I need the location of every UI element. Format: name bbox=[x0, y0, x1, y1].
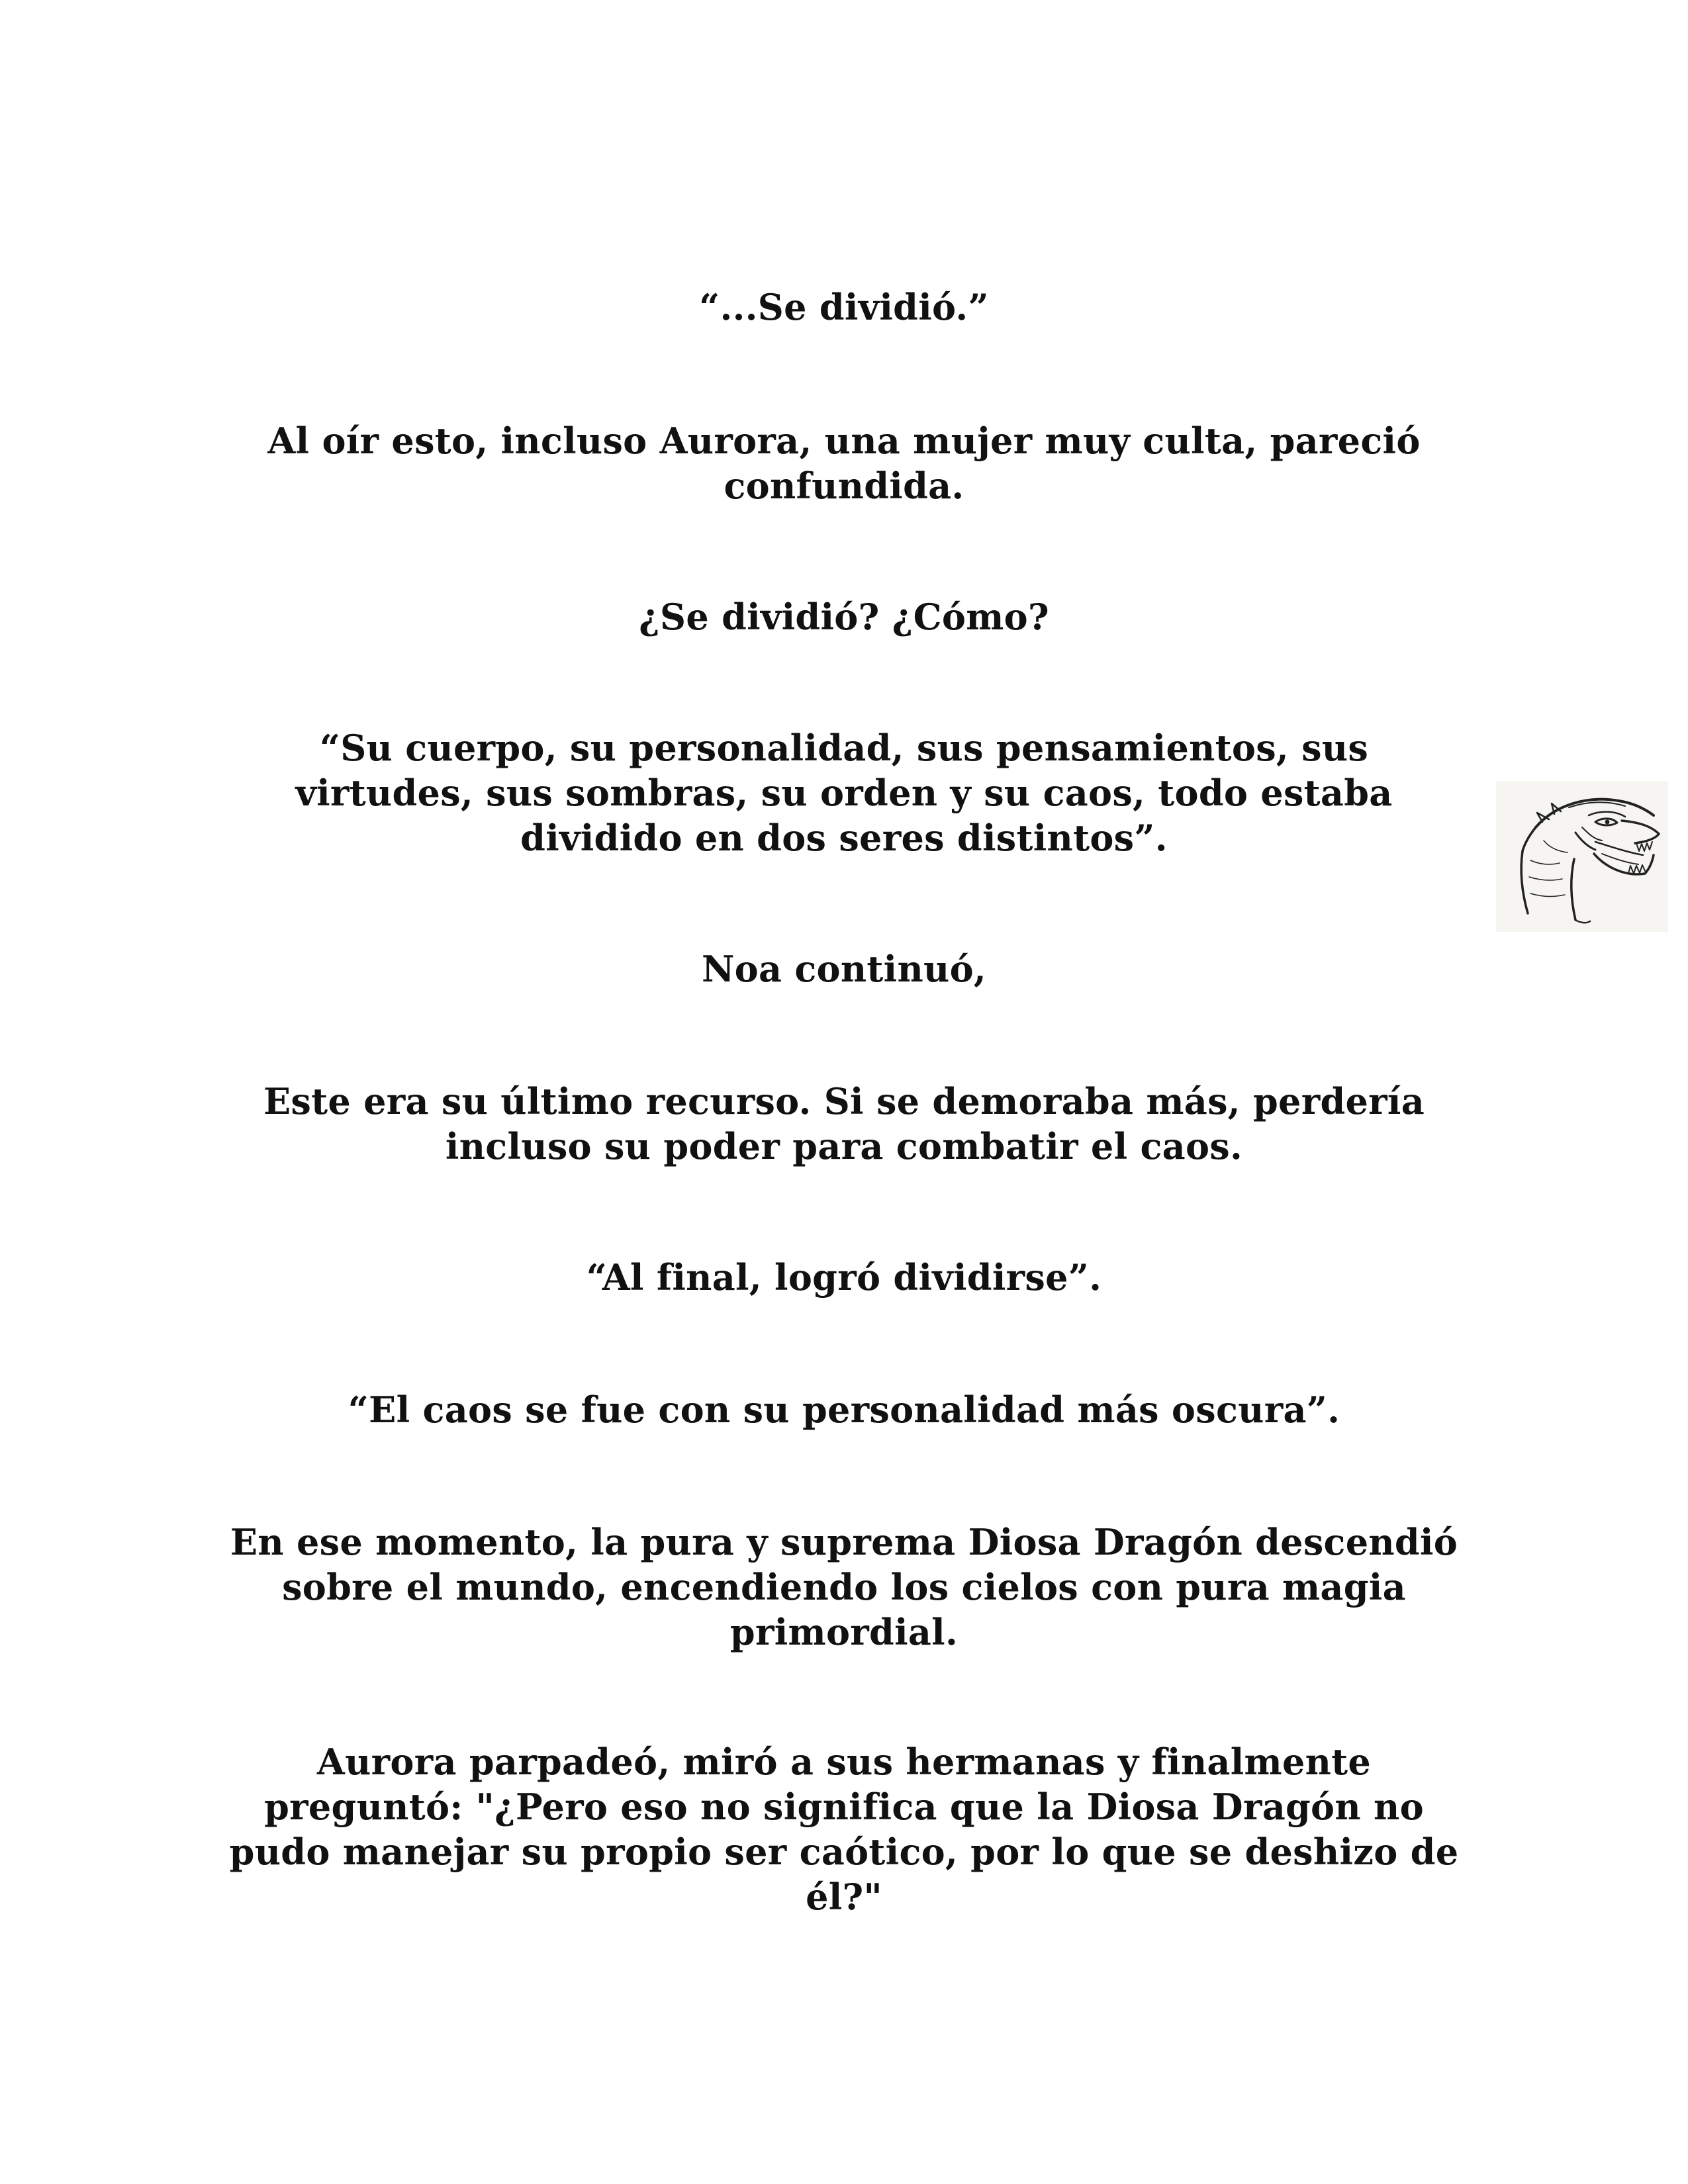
paragraph-logro-dividirse: “Al final, logró dividirse”. bbox=[586, 1256, 1102, 1298]
paragraph-diosa-dragon-descendio: En ese momento, la pura y suprema Diosa Dragón descendió sobre el mundo, encendiendo los cielos con pura magia primordial. bbox=[230, 1521, 1458, 1653]
paragraph-caos-se-fue: “El caos se fue con su personalidad más oscura”. bbox=[348, 1388, 1340, 1431]
paragraph-aurora-confundida: Al oír esto, incluso Aurora, una mujer muy culta, pareció confundida. bbox=[267, 420, 1421, 507]
paragraph-aurora-pregunto: Aurora parpadeó, miró a sus hermanas y finalmente preguntó: "¿Pero eso no significa que la Diosa Dragón no pudo manejar su propio ser caótico, por lo que se deshizo de él?" bbox=[229, 1741, 1459, 1918]
paragraph-ultimo-recurso: Este era su último recurso. Si se demoraba más, perdería incluso su poder para combatir el caos. bbox=[263, 1080, 1425, 1167]
paragraph-noa-continuo: Noa continuó, bbox=[701, 948, 987, 990]
paragraph-como: ¿Se dividió? ¿Cómo? bbox=[639, 596, 1049, 638]
paragraph-dividido-en-dos: “Su cuerpo, su personalidad, sus pensamientos, sus virtudes, sus sombras, su orden y su caos, todo estaba dividido en dos seres distintos”. bbox=[295, 727, 1393, 859]
paragraph-se-dividio: “...Se dividió.” bbox=[699, 286, 989, 328]
dragon-head-sketch-icon bbox=[1496, 781, 1668, 932]
